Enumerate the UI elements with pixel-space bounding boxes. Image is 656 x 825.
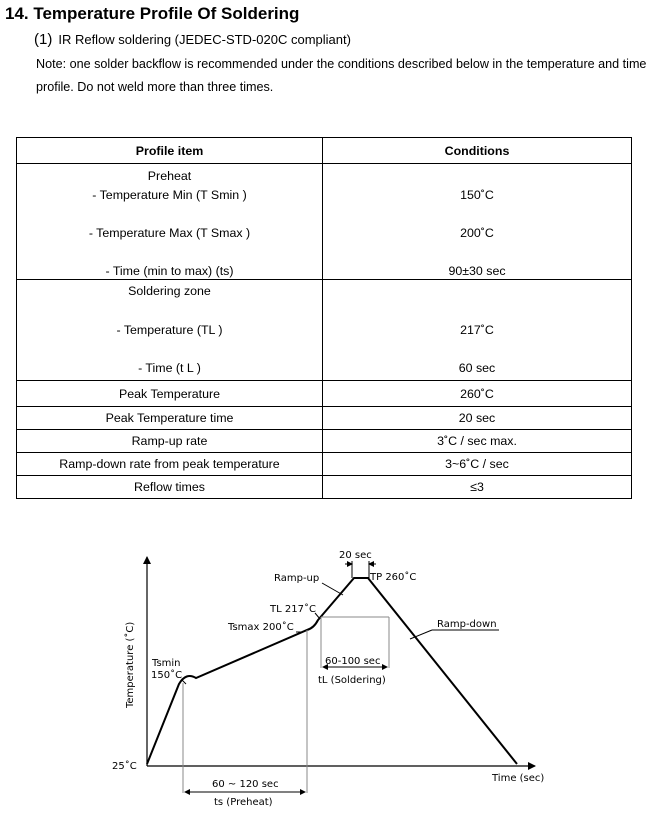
solder-heading: Soldering zone: [128, 284, 211, 298]
solder-cond-cell: [323, 280, 632, 381]
row-item: Peak Temperature: [17, 381, 323, 407]
preheat-tmin-value: 150˚C: [460, 188, 494, 202]
table-row-preheat: [17, 164, 632, 280]
row-cond: 20 sec: [323, 407, 632, 430]
table-row: [17, 453, 632, 476]
y-axis-label: Temperature (˚C): [125, 621, 136, 708]
preheat-item-cell: [17, 164, 323, 280]
row-cond: ≤3: [323, 476, 632, 499]
rampdown-label: Ramp-down: [437, 619, 497, 630]
preheat-tmax-value: 200˚C: [460, 226, 494, 240]
preheat-tmin-label: - Temperature Min (T Smin ): [92, 188, 247, 202]
solder-temp-value: 217˚C: [460, 323, 494, 337]
tsmin-label: Tsmin: [152, 658, 181, 669]
preheat-tmax-label: - Temperature Max (T Smax ): [88, 226, 251, 240]
preheat-cond-cell: [323, 164, 632, 280]
subtitle: [34, 31, 351, 48]
rampup-label: Ramp-up: [274, 573, 320, 584]
subtitle-number: (1): [34, 31, 53, 48]
solder-time-value: 60 sec: [458, 361, 496, 375]
preheat-label: ts (Preheat): [214, 797, 273, 808]
profile-table: [16, 137, 632, 499]
row-cond: 3˚C / sec max.: [323, 430, 632, 453]
reflow-profile-diagram: [0, 540, 656, 825]
x-axis-label: Time (sec): [492, 773, 545, 784]
solder-temp-label: - Temperature (TL ): [116, 323, 223, 337]
header-conditions: Conditions: [323, 138, 632, 164]
row-item: Ramp-up rate: [17, 430, 323, 453]
temperature-curve: [147, 578, 517, 764]
rampup-leader: [322, 583, 343, 595]
row-item: Reflow times: [17, 476, 323, 499]
row-item: Ramp-down rate from peak temperature: [17, 453, 323, 476]
table-row: [17, 407, 632, 430]
preheat-heading: Preheat: [147, 169, 192, 183]
temp-25-label: 25˚C: [112, 761, 137, 772]
tl-time-label: 60-100 sec: [325, 656, 381, 667]
preheat-time-label: 60 ~ 120 sec: [212, 779, 279, 790]
note-text: Note: one solder backflow is recommended under the conditions described below in the temperature and time profile. Do not weld more than three times.: [36, 57, 647, 94]
preheat-time-label: - Time (min to max) (ts): [105, 264, 234, 278]
subtitle-text: IR Reflow soldering (JEDEC-STD-020C compliant): [58, 32, 351, 47]
row-cond: 3~6˚C / sec: [323, 453, 632, 476]
tl-label: TL 217˚C: [270, 604, 316, 615]
solder-item-cell: [17, 280, 323, 381]
section-title: 14. Temperature Profile Of Soldering: [5, 4, 300, 23]
table-row: [17, 430, 632, 453]
table-header-row: [17, 138, 632, 164]
table-row-soldering: [17, 280, 632, 381]
tp-label: TP 260˚C: [370, 572, 417, 583]
solder-time-label: - Time (t L ): [138, 361, 201, 375]
tsmin-value-label: 150˚C: [151, 670, 183, 681]
table-row: [17, 476, 632, 499]
peak-time-label: 20 sec: [339, 550, 372, 561]
row-item: Peak Temperature time: [17, 407, 323, 430]
preheat-time-value: 90±30 sec: [448, 264, 506, 278]
tsmax-label: Tsmax 200˚C: [228, 622, 294, 633]
header-profile-item: Profile item: [17, 138, 323, 164]
tl-soldering-label: tL (Soldering): [318, 675, 386, 686]
table-row: [17, 381, 632, 407]
row-cond: 260˚C: [323, 381, 632, 407]
